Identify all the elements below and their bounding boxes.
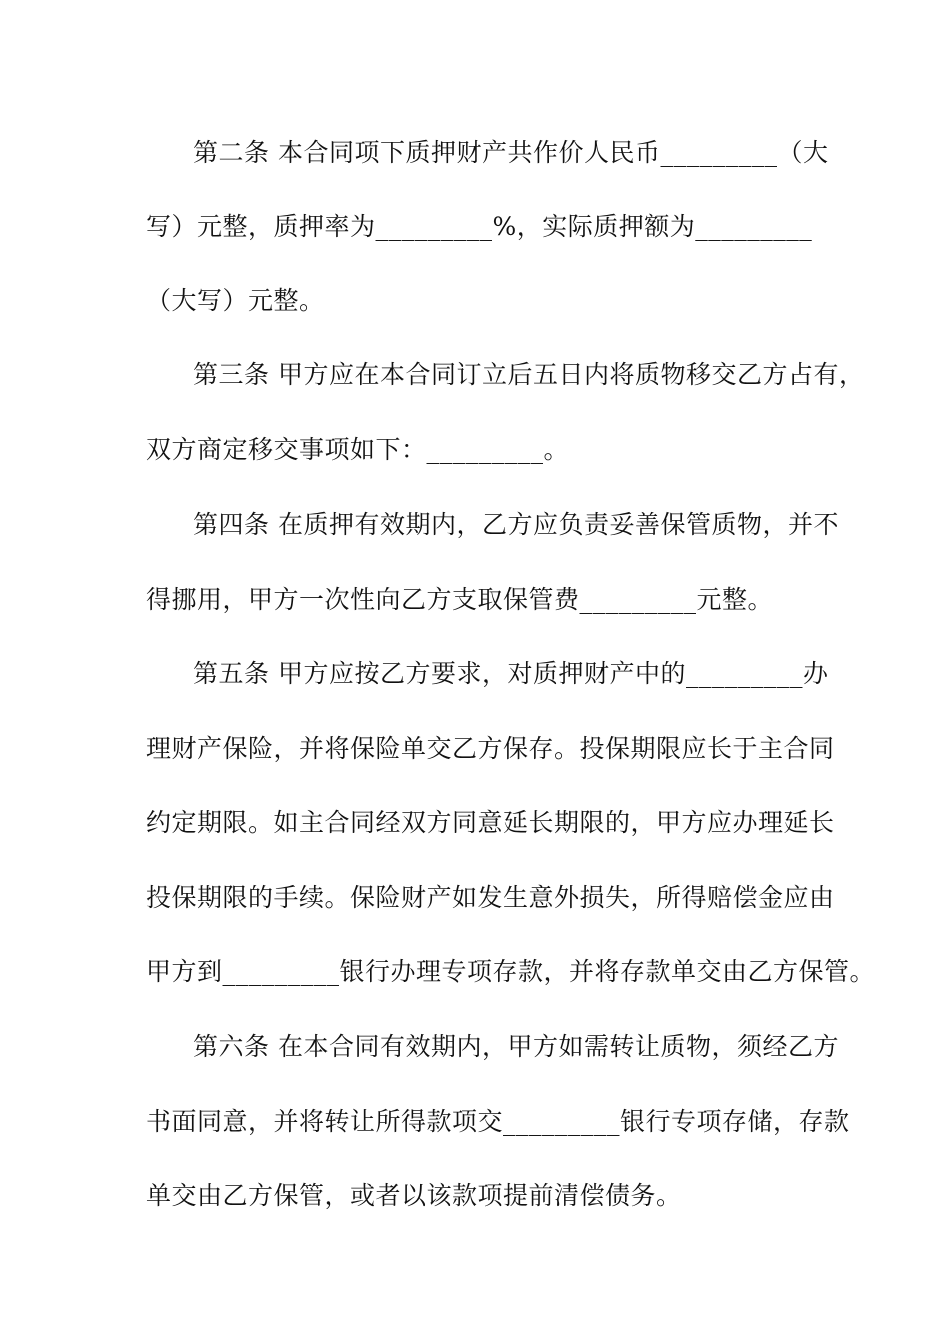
clause-5-line-2: 理财产保险，并将保险单交乙方保存。投保期限应长于主合同 <box>146 734 835 763</box>
clause-5-line-3: 约定期限。如主合同经双方同意延长期限的，甲方应办理延长 <box>146 808 835 837</box>
clause-2-line-3: （大写）元整。 <box>146 286 325 315</box>
clause-5-line-1: 第五条 甲方应按乙方要求，对质押财产中的_________办 <box>193 659 829 688</box>
clause-5-line-5: 甲方到_________银行办理专项存款，并将存款单交由乙方保管。 <box>146 957 876 986</box>
clause-6-line-1: 第六条 在本合同有效期内，甲方如需转让质物，须经乙方 <box>193 1032 839 1061</box>
clause-3-line-2: 双方商定移交事项如下：_________。 <box>146 435 570 464</box>
clause-5-line-4: 投保期限的手续。保险财产如发生意外损失，所得赔偿金应由 <box>146 883 835 912</box>
clause-2-line-2: 写）元整，质押率为_________%，实际质押额为_________ <box>146 212 813 241</box>
clause-3-line-1: 第三条 甲方应在本合同订立后五日内将质物移交乙方占有， <box>193 360 865 389</box>
clause-4-line-1: 第四条 在质押有效期内，乙方应负责妥善保管质物，并不 <box>193 510 839 539</box>
clause-6-line-3: 单交由乙方保管，或者以该款项提前清偿债务。 <box>146 1181 682 1210</box>
clause-4-line-2: 得挪用，甲方一次性向乙方支取保管费_________元整。 <box>146 585 774 614</box>
clause-6-line-2: 书面同意，并将转让所得款项交_________银行专项存储，存款 <box>146 1107 850 1136</box>
clause-2-line-1: 第二条 本合同项下质押财产共作价人民币_________（大 <box>193 138 829 167</box>
